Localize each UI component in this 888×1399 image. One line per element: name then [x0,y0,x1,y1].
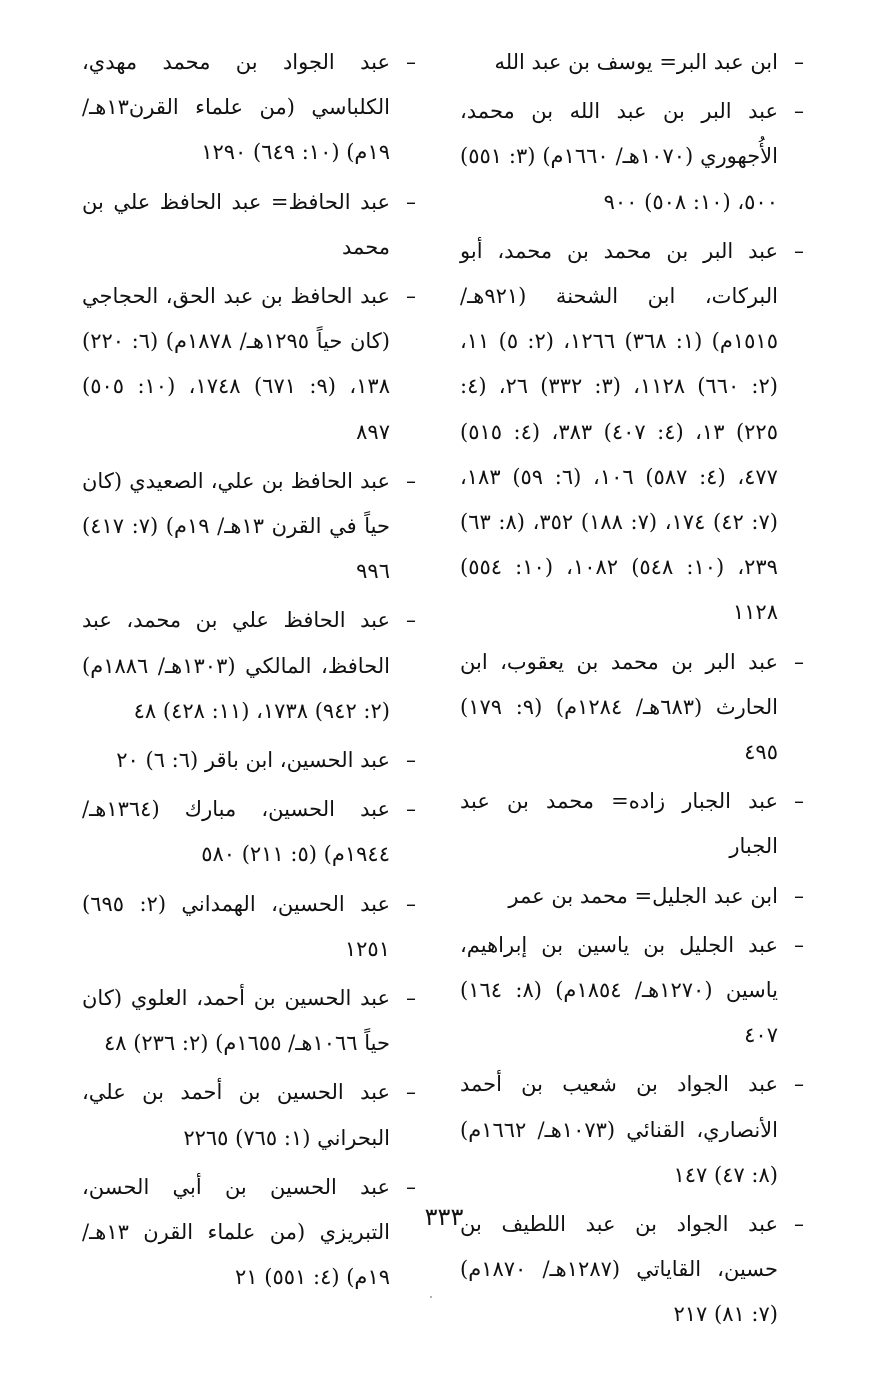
entry-dash: – [406,748,416,773]
index-entry [82,787,420,877]
entry-dash: – [794,1212,804,1237]
page-number: ٣٣٣ [424,1203,464,1231]
index-entry [460,923,808,1059]
entry-dash: – [794,789,804,814]
index-entry [82,1165,420,1301]
entry-text: عبد الجواد بن محمد مهدي، الكلباسي (من علماء القرن١٣هـ/ ١٩م) (١٠: ٦٤٩) ١٢٩٠ [82,50,390,165]
entry-dash: – [406,50,416,74]
entry-text: عبد الحافظ بن علي، الصعيدي (كان حياً في القرن ١٣هـ/ ١٩م) (٧: ٤١٧) ٩٩٦ [82,468,390,584]
index-entry [82,180,420,270]
right-column [460,40,808,1342]
entry-text: عبد البر بن محمد بن محمد، أبو البركات، ابن الشحنة (٩٢١هـ/ ١٥١٥م) (١: ٣٦٨) ١٢٦٦، (٢: ٥) ١١، (٢: ٦٦٠) ١١٢٨، (٣: ٣٣٢) ٢٦، (٤: ٢٢٥) ١٣، (٤: ٤٠٧) ٣٨٣، (٤: ٥١٥) ٤٧٧، (٤: ٥٨٧) ١٠٦، (٦: ٥٩) ١٨٣، (٧: ٤٢) ١٧٤، (٧: ١٨٨) ٣٥٢، (٨: ٦٣) ٢٣٩، (١٠: ٥٤٨) ١٠٨٢، (١٠: ٥٥٤) ١١٢٨ [460,238,778,625]
index-entry [460,779,808,869]
entry-dash: – [406,1080,416,1105]
index-entry [82,459,420,595]
entry-dash: – [406,284,416,309]
entry-text: عبد الحسين، الهمداني (٢: ٦٩٥) ١٢٥١ [82,891,390,961]
entry-text: ابن عبد البر= يوسف بن عبد الله [494,50,778,74]
entry-dash: – [794,932,804,957]
index-entry [82,40,420,176]
left-column [82,40,420,1304]
index-entry [82,738,420,783]
entry-dash: – [794,238,804,263]
entry-text: عبد الحسين بن أبي الحسن، التبريزي (من علماء القرن ١٣هـ/ ١٩م) (٤: ٥٥١) ٢١ [82,1174,390,1290]
index-entry [82,598,420,734]
entry-text: عبد الحافظ علي بن محمد، عبد الحافظ، المالكي (١٣٠٣هـ/ ١٨٨٦م) (٢: ٩٤٢) ١٧٣٨، (١١: ٤٢٨) ٤٨ [82,608,390,723]
index-entry [82,976,420,1066]
entry-text: عبد الحسين، ابن باقر (٦: ٦) ٢٠ [116,748,390,773]
index-entry [82,1070,420,1160]
entry-dash: – [406,891,416,916]
entry-text: عبد الحسين بن أحمد بن علي، البحراني (١: ٧٦٥) ٢٢٦٥ [82,1080,390,1150]
index-entry [460,89,808,225]
entry-dash: – [794,99,804,124]
entry-text: عبد الجليل بن ياسين بن إبراهيم، ياسين (١٢٧٠هـ/ ١٨٥٤م) (٨: ١٦٤) ٤٠٧ [460,932,778,1048]
entry-dash: – [406,468,416,493]
entry-text: عبد البر بن محمد بن يعقوب، ابن الحارث (٦٨٣هـ/ ١٢٨٤م) (٩: ١٧٩) ٤٩٥ [460,649,778,765]
index-entry [460,40,808,85]
entry-dash: – [794,883,804,908]
entry-text: عبد الجواد بن شعيب بن أحمد الأنصاري، القنائي (١٠٧٣هـ/ ١٦٦٢م) (٨: ٤٧) ١٤٧ [460,1072,778,1187]
scan-speck [430,1296,432,1298]
index-entry [460,874,808,919]
entry-dash: – [794,1072,804,1097]
index-entry [460,640,808,776]
index-entry [460,229,808,636]
entry-text: عبد الحافظ بن عبد الحق، الحجاجي (كان حياً ١٢٩٥هـ/ ١٨٧٨م) (٦: ٢٢٠) ١٣٨، (٩: ٦٧١) ١٧٤٨، (١٠: ٥٠٥) ٨٩٧ [82,284,390,444]
entry-text: ابن عبد الجليل= محمد بن عمر [508,883,778,908]
index-entry [82,882,420,972]
entry-text: عبد البر بن عبد الله بن محمد، الأُجهوري (١٠٧٠هـ/ ١٦٦٠م) (٣: ٥٥١) ٥٠٠، (١٠: ٥٠٨) ٩٠٠ [460,99,778,214]
entry-text: عبد الجبار زاده= محمد بن عبد الجبار [460,789,778,859]
entry-dash: – [406,608,416,633]
entry-dash: – [406,1174,416,1199]
entry-text: عبد الحسين، مبارك (١٣٦٤هـ/ ١٩٤٤م) (٥: ٢١١) ٥٨٠ [82,797,390,867]
entry-text: عبد الحافظ= عبد الحافظ علي بن محمد [82,189,390,259]
entry-dash: – [406,986,416,1011]
index-entry [82,274,420,455]
entry-dash: – [794,50,804,74]
entry-dash: – [406,189,416,214]
entry-dash: – [406,797,416,822]
entry-dash: – [794,649,804,674]
entry-text: عبد الجواد بن عبد اللطيف بن حسين، القاياتي (١٢٨٧هـ/ ١٨٧٠م) (٧: ٨١) ٢١٧ [460,1212,778,1327]
entry-text: عبد الحسين بن أحمد، العلوي (كان حياً ١٠٦٦هـ/ ١٦٥٥م) (٢: ٢٣٦) ٤٨ [82,986,390,1056]
index-entry [460,1062,808,1198]
